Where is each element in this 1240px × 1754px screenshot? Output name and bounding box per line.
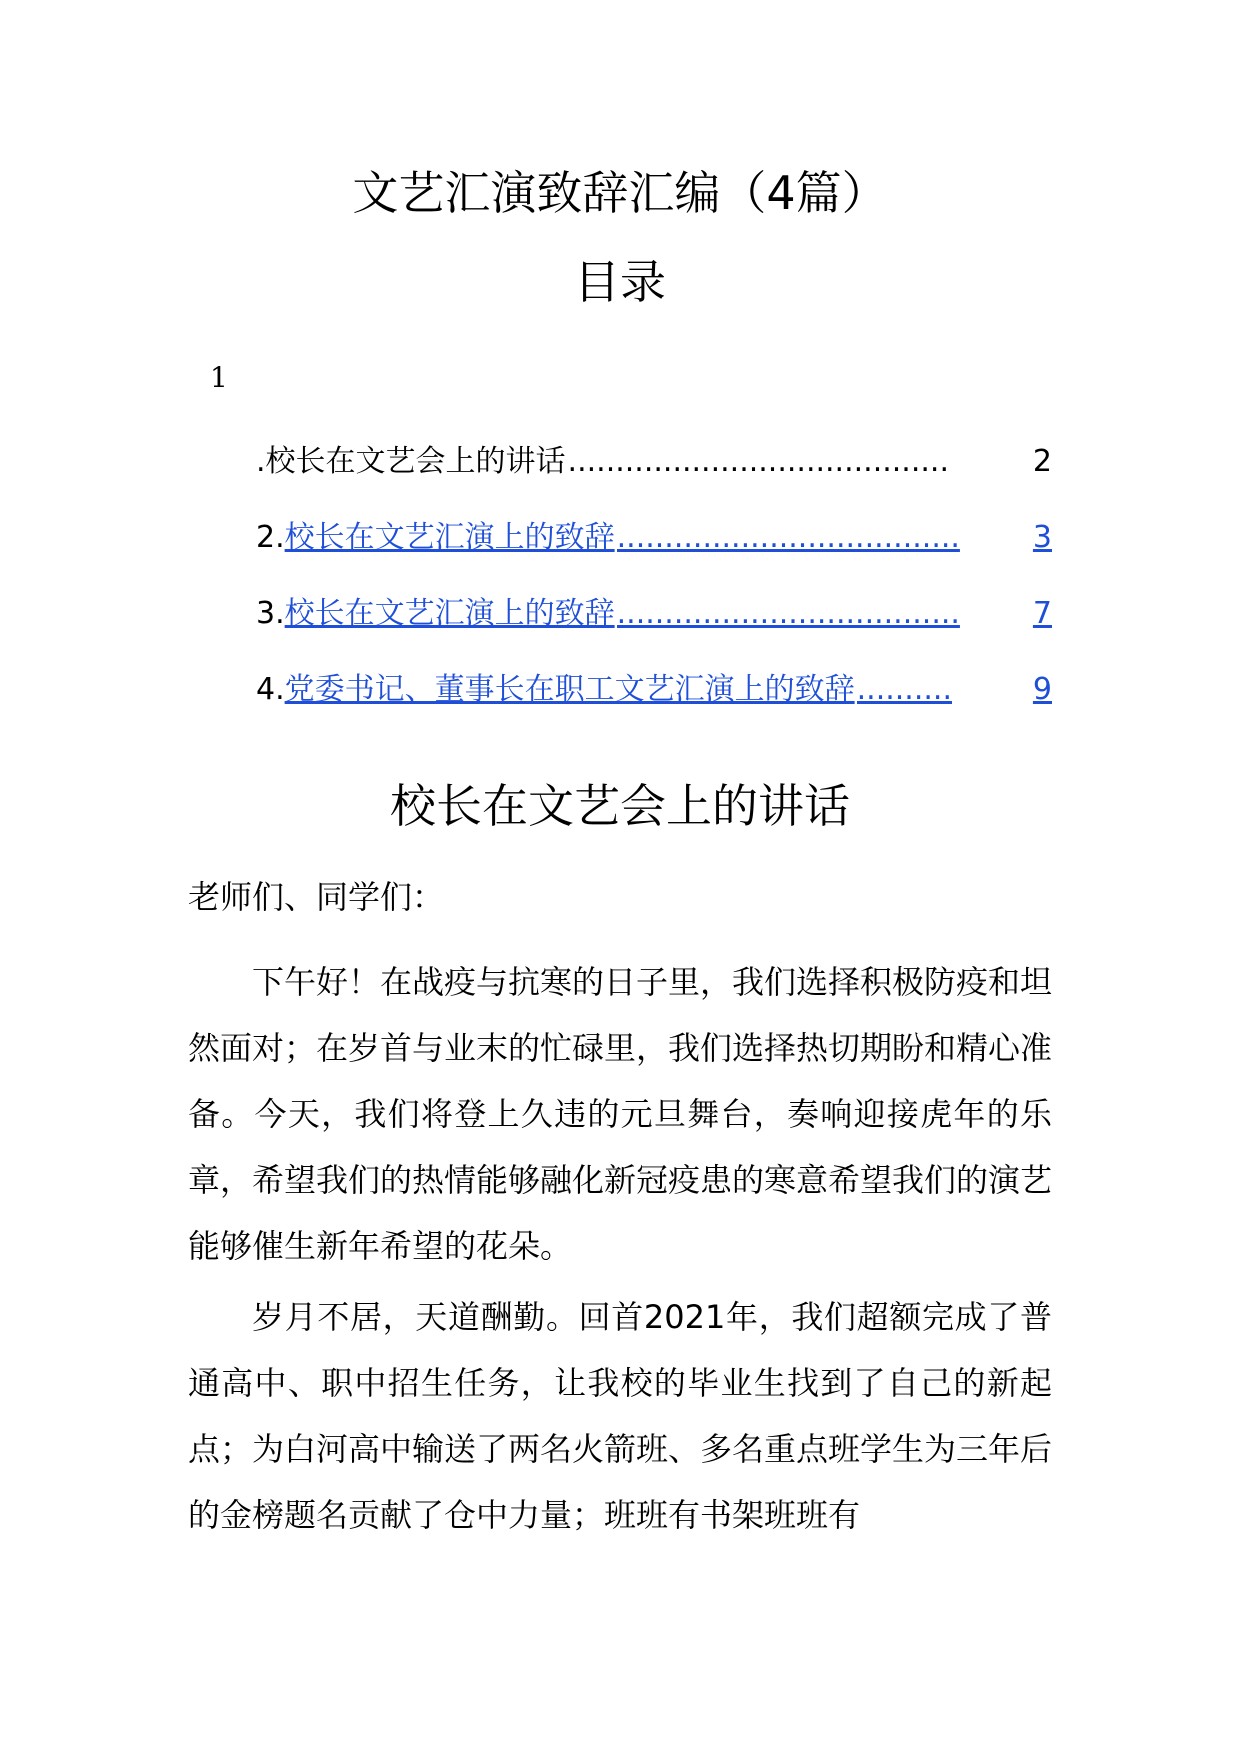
toc-item-leader[interactable]: .......... — [856, 672, 952, 707]
toc-item-page[interactable]: 3 — [1032, 520, 1052, 555]
toc-item-3[interactable] — [256, 592, 1052, 636]
toc-item-page[interactable]: 7 — [1032, 596, 1052, 631]
toc-item-1 — [256, 440, 1052, 484]
body-paragraph-1 — [188, 949, 1052, 1279]
section-title: 校长在文艺会上的讲话 — [390, 779, 850, 833]
toc-item-2[interactable] — [256, 516, 1052, 560]
toc-heading: 目录 — [574, 255, 666, 309]
toc-item-leader[interactable]: .................................... — [616, 596, 960, 631]
paragraph-text: 岁月不居，天道酬勤。回首2021年，我们超额完成了普通高中、职中招生任务，让我校的毕业生找到了自己的新起点；为白河高中输送了两名火箭班、多名重点班学生为三年后的金榜题名贡献了仓中力量；班班有书架班班有 — [188, 1298, 1053, 1534]
toc-item-leader: ........................................ — [567, 444, 949, 479]
toc-item-number: 3. — [256, 596, 285, 631]
toc-item-link[interactable]: 党委书记、董事长在职工文艺汇演上的致辞 — [284, 672, 855, 707]
body-paragraph-2 — [188, 1284, 1052, 1548]
page-number-mark: 1 — [210, 361, 228, 394]
toc-item-title: .校长在文艺会上的讲话 — [256, 444, 566, 479]
toc-item-page: 2 — [1032, 444, 1052, 479]
toc-item-leader[interactable]: .................................... — [616, 520, 960, 555]
toc-item-link[interactable]: 校长在文艺汇演上的致辞 — [284, 520, 615, 555]
toc-item-link[interactable]: 校长在文艺汇演上的致辞 — [284, 596, 615, 631]
document-title: 文艺汇演致辞汇编（4篇） — [352, 166, 888, 220]
toc-item-number: 2. — [256, 520, 285, 555]
toc-item-number: 4. — [256, 672, 285, 707]
toc-item-4[interactable] — [256, 668, 1052, 712]
toc-item-page[interactable]: 9 — [1032, 672, 1052, 707]
paragraph-text: 下午好！在战疫与抗寒的日子里，我们选择积极防疫和坦然面对；在岁首与业末的忙碌里，我们选择热切期盼和精心准备。今天，我们将登上久违的元旦舞台，奏响迎接虎年的乐章，希望我们的热情能够融化新冠疫患的寒意希望我们的演艺能够催生新年希望的花朵。 — [188, 963, 1053, 1265]
salutation: 老师们、同学们： — [188, 878, 445, 916]
